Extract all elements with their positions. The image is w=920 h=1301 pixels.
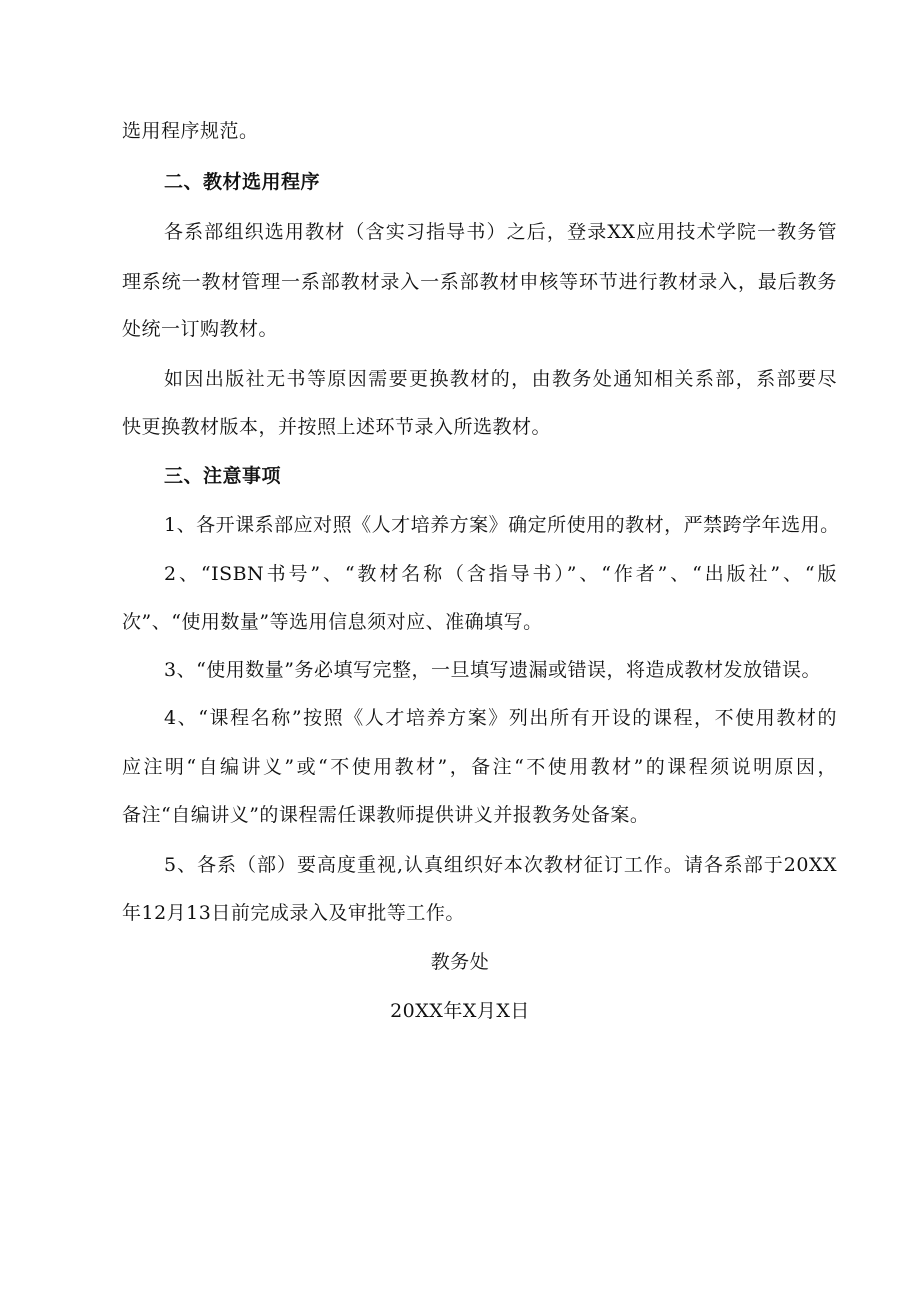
paragraph-line: 次”、“使用数量”等选用信息须对应、准确填写。 xyxy=(122,611,543,633)
section-heading-2: 二、教材选用程序 xyxy=(164,171,321,193)
paragraph-line: 备注“自编讲义”的课程需任课教师提供讲义并报教务处备案。 xyxy=(122,804,650,826)
signature-office: 教务处 xyxy=(430,951,490,973)
section-heading-3: 三、注意事项 xyxy=(164,465,282,487)
paragraph-line: 如因出版社无书等原因需要更换教材的，由教务处通知相关系部，系部要尽 xyxy=(164,368,837,390)
paragraph-line: 理系统一教材管理一系部教材录入一系部教材申核等环节进行教材录入，最后教务 xyxy=(122,271,837,293)
list-item-2: 2、“ISBN书号”、“教材名称（含指导书）”、“作者”、“出版社”、“版 xyxy=(164,563,837,585)
paragraph-line: 处统一订购教材。 xyxy=(122,318,279,340)
paragraph-line: 快更换教材版本，并按照上述环节录入所选教材。 xyxy=(122,416,552,438)
paragraph-line: 各系部组织选用教材（含实习指导书）之后，登录XX应用技术学院一教务管 xyxy=(164,221,837,243)
list-item-1: 1、各开课系部应对照《人才培养方案》确定所使用的教材，严禁跨学年选用。 xyxy=(164,514,840,536)
signature-date: 20XX年X月X日 xyxy=(390,1000,530,1022)
list-item-4: 4、“课程名称”按照《人才培养方案》列出所有开设的课程，不使用教材的 xyxy=(164,707,837,729)
paragraph-line: 应注明“自编讲义”或“不使用教材”，备注“不使用教材”的课程须说明原因， xyxy=(122,756,837,778)
paragraph-line: 选用程序规范。 xyxy=(122,120,259,142)
list-item-3: 3、“使用数量”务必填写完整，一旦填写遗漏或错误，将造成教材发放错误。 xyxy=(164,659,822,681)
paragraph-line: 年12月13日前完成录入及审批等工作。 xyxy=(122,902,465,924)
list-item-5: 5、各系（部）要高度重视,认真组织好本次教材征订工作。请各系部于20XX xyxy=(164,854,837,876)
